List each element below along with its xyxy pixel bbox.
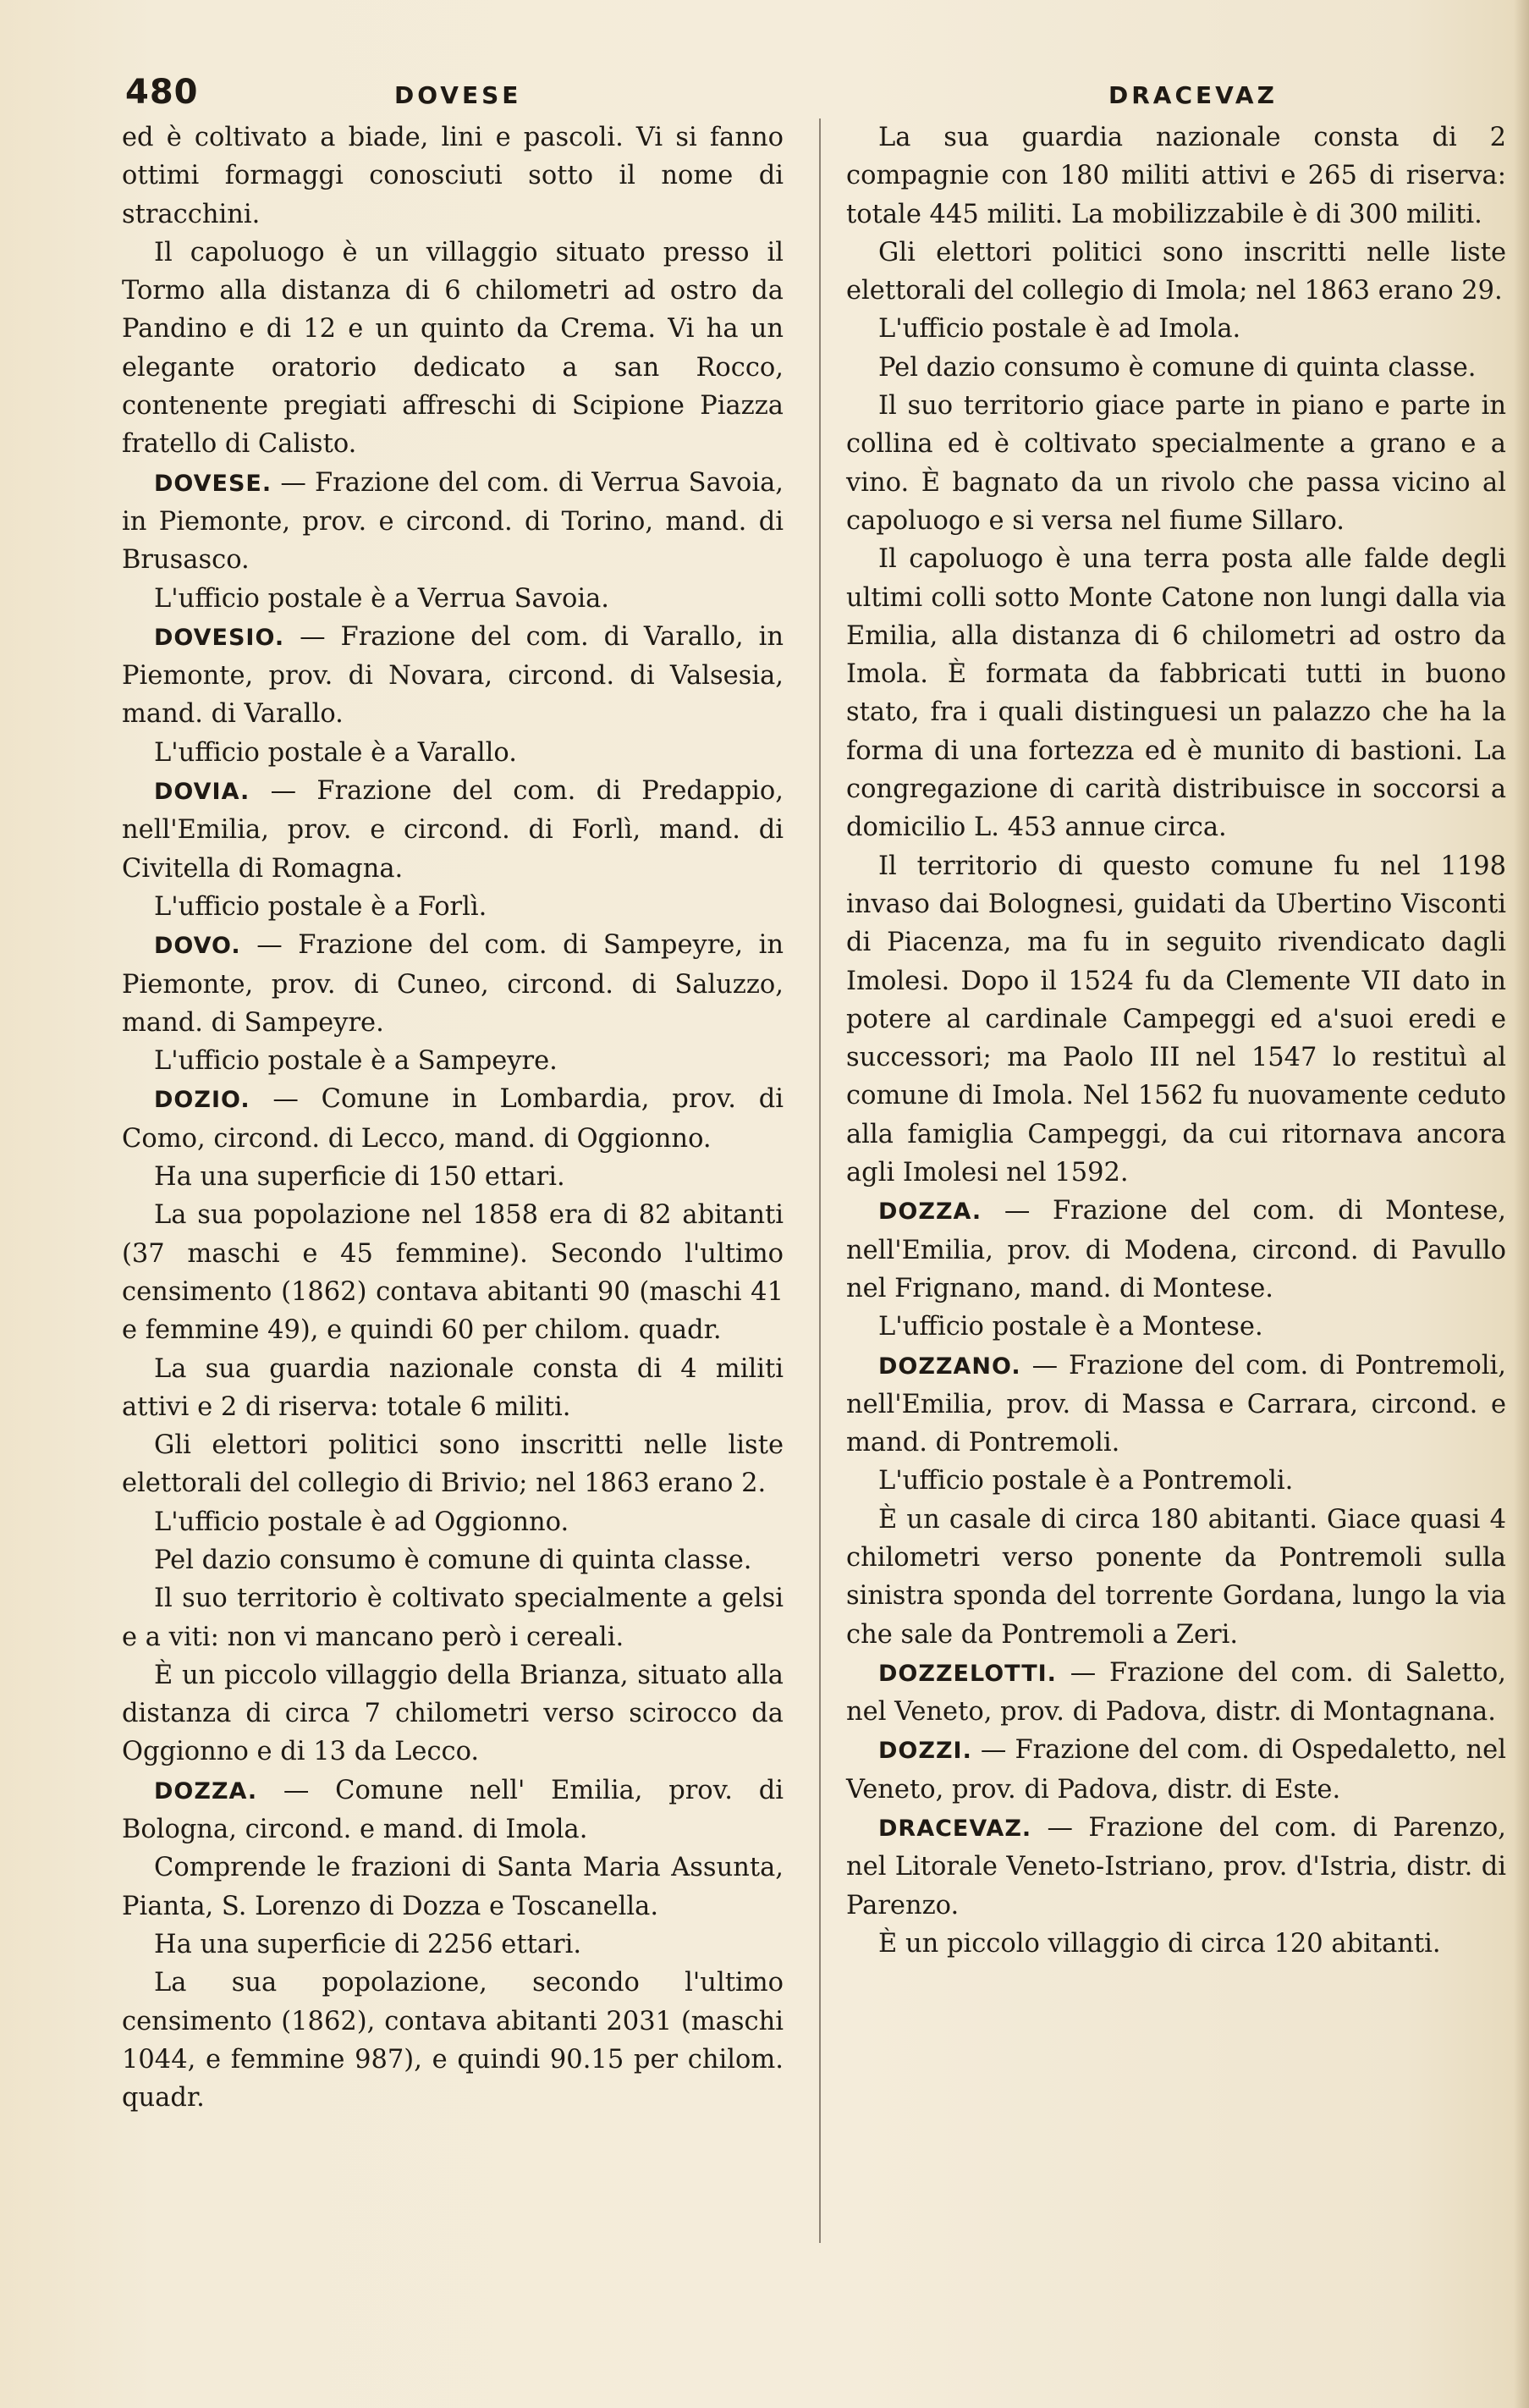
paragraph: Gli elettori politici sono inscritti nelle liste elettorali del collegio di Brivio; nel 1863 erano 2.: [122, 1430, 784, 1499]
running-header: [125, 73, 1445, 124]
entry-headword: DOZZI.: [878, 1738, 972, 1765]
page-number: 480: [125, 73, 199, 112]
dictionary-entry: [122, 1080, 784, 1158]
entry-text: — Frazione del com. di Parenzo, nel Litorale Veneto-Istriano, prov. d'Istria, distr. di Parenzo.: [846, 1813, 1506, 1920]
paragraph: Gli elettori politici sono inscritti nelle liste elettorali del collegio di Imola; nel 1863 erano 29.: [846, 237, 1506, 306]
entry-text: — Comune in Lombardia, prov. di Como, circond. di Lecco, mand. di Oggionno.: [122, 1084, 784, 1154]
dictionary-entry: [122, 1772, 784, 1849]
paragraph: La sua popolazione nel 1858 era di 82 abitanti (37 maschi e 45 femmine). Secondo l'ultimo censimento (1862) contava abitanti 90 (maschi 41 e femmine 49), e quindi 60 per chilom. quadr.: [122, 1200, 784, 1346]
dictionary-entry: [122, 926, 784, 1042]
right-running-head: DRACEVAZ: [1108, 81, 1278, 109]
paragraph: La sua guardia nazionale consta di 4 militi attivi e 2 di riserva: totale 6 militi.: [122, 1353, 784, 1422]
entry-text: — Comune nell' Emilia, prov. di Bologna, circond. e mand. di Imola.: [122, 1775, 784, 1845]
dictionary-entry: [846, 1654, 1506, 1732]
paragraph: È un piccolo villaggio della Brianza, situato alla distanza di circa 7 chilometri verso scirocco da Oggionno e di 13 da Lecco.: [122, 1660, 784, 1767]
entry-headword: DOZZA.: [878, 1198, 982, 1226]
entry-text: — Frazione del com. di Ospedaletto, nel Veneto, prov. di Padova, distr. di Este.: [846, 1735, 1506, 1805]
entry-headword: DOZIO.: [154, 1087, 250, 1114]
paragraph: L'ufficio postale è a Montese.: [878, 1312, 1263, 1342]
paragraph: È un piccolo villaggio di circa 120 abitanti.: [878, 1928, 1441, 1959]
paragraph: L'ufficio postale è a Sampeyre.: [154, 1046, 558, 1077]
left-column: [122, 118, 784, 2117]
paragraph: La sua popolazione, secondo l'ultimo censimento (1862), contava abitanti 2031 (maschi 1044, e femmine 987), e quindi 90.15 per chilom. quadr.: [122, 1968, 784, 2113]
paragraph: Ha una superficie di 2256 ettari.: [154, 1929, 582, 1959]
dictionary-entry: [846, 1809, 1506, 1925]
paragraph: Il suo territorio giace parte in piano e parte in collina ed è coltivato specialmente a grano e a vino. È bagnato da un rivolo che passa vicino al capoluogo e si versa nel fiume Sillaro.: [846, 391, 1506, 536]
paragraph: L'ufficio postale è a Forlì.: [154, 891, 487, 922]
dictionary-entry: [122, 772, 784, 888]
paragraph: L'ufficio postale è a Verrua Savoia.: [154, 583, 609, 614]
paragraph: È un casale di circa 180 abitanti. Giace quasi 4 chilometri verso ponente da Pontremoli sulla sinistra sponda del torrente Gordana, lungo la via che sale da Pontremoli a Zeri.: [846, 1504, 1506, 1650]
paragraph: Il suo territorio è coltivato specialmente a gelsi e a viti: non vi mancano però i cereali.: [122, 1584, 784, 1652]
paragraph: L'ufficio postale è ad Imola.: [878, 314, 1241, 344]
entry-headword: DOZZA.: [154, 1777, 258, 1805]
entry-headword: DOVIA.: [154, 779, 250, 806]
paragraph: L'ufficio postale è ad Oggionno.: [154, 1507, 569, 1537]
paragraph: Comprende le frazioni di Santa Maria Assunta, Pianta, S. Lorenzo di Dozza e Toscanella.: [122, 1853, 784, 1921]
entry-text: — Frazione del com. di Saletto, nel Veneto, prov. di Padova, distr. di Montagnana.: [846, 1657, 1506, 1727]
entry-text: — Frazione del com. di Varallo, in Piemonte, prov. di Novara, circond. di Valsesia, mand. di Varallo.: [122, 621, 784, 730]
entry-headword: DOVO.: [154, 933, 241, 960]
column-divider: [819, 118, 821, 2243]
paragraph: Pel dazio consumo è comune di quinta classe.: [154, 1545, 752, 1575]
dictionary-entry: [846, 1192, 1506, 1308]
entry-headword: DOVESE.: [154, 470, 272, 497]
paragraph: Ha una superficie di 150 ettari.: [154, 1162, 565, 1193]
entry-text: — Frazione del com. di Verrua Savoia, in Piemonte, prov. e circond. di Torino, mand. di Brusasco.: [122, 467, 784, 576]
dictionary-entry: [846, 1347, 1506, 1463]
paragraph: Il territorio di questo comune fu nel 1198 invaso dai Bolognesi, guidati da Ubertino Visconti di Piacenza, ma fu in seguito rivendicato dagli Imolesi. Dopo il 1524 fu da Clemente VII dato in potere al cardinale Campeggi ed a'suoi eredi e successori; ma Paolo III nel 1547 lo restituì al comune di Imola. Nel 1562 fu nuovamente ceduto alla famiglia Campeggi, da cui ritornava ancora agli Imolesi nel 1592.: [846, 851, 1506, 1188]
entry-text: — Frazione del com. di Pontremoli, nell'Emilia, prov. di Massa e Carrara, circond. e mand. di Pontremoli.: [846, 1350, 1506, 1458]
paragraph: ed è coltivato a biade, lini e pascoli. Vi si fanno ottimi formaggi conosciuti sotto il nome di stracchini.: [122, 123, 784, 229]
paragraph: Pel dazio consumo è comune di quinta classe.: [878, 352, 1477, 383]
paragraph: L'ufficio postale è a Varallo.: [154, 737, 517, 768]
paragraph: La sua guardia nazionale consta di 2 compagnie con 180 militi attivi e 265 di riserva: totale 445 militi. La mobilizzabile è di 300 militi.: [846, 123, 1506, 229]
paragraph: Il capoluogo è una terra posta alle falde degli ultimi colli sotto Monte Catone non lungi dalla via Emilia, alla distanza di 6 chilometri ad ostro da Imola. È formata da fabbricati tutti in buono stato, fra i quali distinguesi un palazzo che ha la forma di una fortezza ed è munito di bastioni. La congregazione di carità distribuisce in soccorsi a domicilio L. 453 annue circa.: [846, 544, 1506, 843]
paragraph: Il capoluogo è un villaggio situato presso il Tormo alla distanza di 6 chilometri ad ostro da Pandino e di 12 e un quinto da Crema. Vi ha un elegante oratorio dedicato a san Rocco, contenente pregiati affreschi di Scipione Piazza fratello di Calisto.: [122, 237, 784, 460]
entry-headword: DOZZELOTTI.: [878, 1660, 1057, 1687]
left-running-head: DOVESE: [394, 81, 522, 109]
page-spine-shadow: [1514, 0, 1529, 2408]
entry-text: — Frazione del com. di Montese, nell'Emilia, prov. di Modena, circond. di Pavullo nel Frignano, mand. di Montese.: [846, 1196, 1506, 1303]
right-column: [846, 118, 1506, 1963]
paragraph: L'ufficio postale è a Pontremoli.: [878, 1466, 1294, 1496]
dictionary-entry: [846, 1731, 1506, 1809]
entry-headword: DRACEVAZ.: [878, 1816, 1032, 1843]
entry-text: — Frazione del com. di Sampeyre, in Piemonte, prov. di Cuneo, circond. di Saluzzo, mand. di Sampeyre.: [122, 930, 784, 1038]
dictionary-entry: [122, 464, 784, 580]
dictionary-entry: [122, 618, 784, 734]
entry-text: — Frazione del com. di Predappio, nell'Emilia, prov. e circond. di Forlì, mand. di Civitella di Romagna.: [122, 776, 784, 884]
entry-headword: DOVESIO.: [154, 624, 285, 651]
entry-headword: DOZZANO.: [878, 1353, 1021, 1380]
